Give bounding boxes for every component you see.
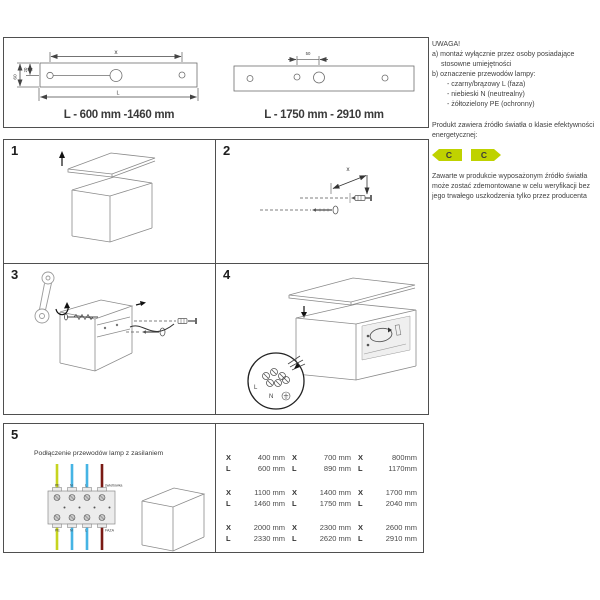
terminal-n-label: N [269, 394, 274, 400]
dim-50-label: 50 [305, 51, 311, 56]
terminal-l-label: L [254, 385, 258, 391]
panel-step-2 [215, 139, 429, 264]
wrench-icon [35, 272, 54, 323]
step-number-3: 3 [11, 267, 19, 282]
bracket-small-caption: L - 600 mm -1460 mm [63, 109, 175, 121]
x-key: X [358, 488, 364, 497]
drill-axis-lines [260, 193, 350, 210]
dim-x-label: x [114, 49, 118, 56]
x-value: 2000 mm [253, 523, 285, 532]
energy-class-labels [432, 149, 598, 161]
step-number-5: 5 [11, 427, 19, 442]
bracket-large-caption: L - 1750 mm - 2910 mm [264, 109, 384, 121]
l-value: 890 mm [323, 464, 351, 473]
x-dimension [331, 175, 367, 194]
energy-class-letter: C [445, 150, 453, 161]
x-key: X [358, 523, 364, 532]
dim-20-label: 20 [23, 67, 28, 73]
notice-title: UWAGA! [432, 41, 461, 48]
wall-plug-screw-upper [351, 195, 371, 201]
l-key: L [358, 534, 363, 543]
dim-60-label: 60 [13, 74, 19, 80]
dim-l-label: L [116, 90, 120, 97]
light-source-note: Zawarte w produkcie wyposażonym źródło światła może zostać zdemontowane w celu weryfikacji bez jego trwałego uszkodzenia tylko przez producenta [432, 173, 590, 200]
step2-drawing [216, 140, 428, 263]
energy-class-arrow-left [432, 149, 462, 161]
size-entry [226, 487, 292, 509]
step-number-2: 2 [223, 143, 231, 158]
x-key: X [358, 453, 364, 462]
panel-step-5 [3, 423, 216, 553]
remove-cover-arrow-icon [59, 151, 65, 166]
x-value: 2300 mm [319, 523, 351, 532]
notice-point-a: a) montaż wyłącznie przez osoby posiadające [432, 51, 575, 58]
size-entry [358, 487, 422, 509]
wire-label-top-n: N [70, 483, 73, 488]
energy-class-arrow-right [471, 149, 501, 161]
notice-point-a2: stosowne umiejętności [441, 61, 512, 68]
step-number-1: 1 [11, 143, 19, 158]
adjustment-screw-spring [65, 314, 99, 320]
lamp-box-3d [72, 177, 152, 242]
wire-label-top-lamp: świetlówka [105, 483, 123, 488]
l-value: 1750 mm [319, 499, 351, 508]
x-value: 1400 mm [319, 488, 351, 497]
wire-label-top-pe: PE [55, 483, 60, 488]
energy-intro: Produkt zawiera źródło światła o klasie efektywności energetycznej: [432, 122, 595, 139]
l-value: 2040 mm [385, 499, 417, 508]
wire-label-bottom-pe: PE [55, 528, 60, 533]
x-value: 700 mm [323, 453, 351, 462]
supply-wires-top [56, 464, 104, 490]
x-key: X [292, 523, 298, 532]
lamp-box-3d [60, 300, 132, 371]
notice-block [432, 40, 598, 202]
bracket-drawings-panel [3, 37, 429, 128]
wire-label-bottom-l: L [85, 528, 87, 533]
energy-class-letter: C [480, 150, 488, 161]
wire-desc-yellow: - żółtozielony PE (ochronny) [447, 101, 535, 108]
x-value: 1100 mm [254, 488, 285, 497]
wire-label-top-l: L [85, 483, 87, 488]
x-key: X [226, 453, 232, 462]
x-value: 2600 mm [385, 523, 417, 532]
panel-step-4 [215, 263, 429, 415]
panel-step-1 [3, 139, 216, 264]
wall-plug-screw-right [178, 318, 196, 324]
l-key: L [292, 464, 297, 473]
bracket-drawing-small [17, 52, 198, 101]
l-key: L [226, 464, 231, 473]
size-entry [226, 522, 292, 544]
x-value: 800mm [391, 453, 417, 462]
l-value: 2330 mm [253, 534, 285, 543]
size-table [226, 452, 422, 544]
l-value: 1460 mm [253, 499, 285, 508]
size-entry [226, 452, 292, 474]
x-key: X [292, 453, 298, 462]
panel-step-3 [3, 263, 216, 415]
step2-x-label: x [346, 166, 350, 173]
push-arrow-icon [136, 301, 146, 306]
step1-drawing [4, 140, 215, 263]
size-entry [358, 522, 422, 544]
cover-lid [68, 153, 155, 177]
panel-size-table [215, 423, 424, 553]
size-entry [358, 452, 422, 474]
l-key: L [358, 464, 363, 473]
wire-desc-blue: - niebieski N (neutrealny) [447, 91, 525, 98]
size-entry [292, 487, 358, 509]
x-key: X [226, 523, 232, 532]
wire-label-bottom-n: N [70, 528, 73, 533]
terminal-compartment [362, 316, 410, 360]
wire-label-bottom-faza: FAZA [105, 528, 114, 533]
mounting-screw-lower [142, 328, 165, 336]
bracket-drawings [4, 38, 428, 127]
notice-point-b: b) oznaczenie przewodów lampy: [432, 71, 536, 78]
size-entry [292, 522, 358, 544]
l-value: 1170mm [388, 464, 417, 473]
x-value: 400 mm [257, 453, 285, 462]
wire-desc-black: - czarny/brązowy L (faza) [447, 81, 526, 88]
l-value: 600 mm [257, 464, 285, 473]
step5-drawing [4, 424, 215, 552]
l-key: L [358, 499, 363, 508]
terminal-block [48, 488, 115, 528]
l-key: L [226, 534, 231, 543]
lamp-box-3d [142, 488, 204, 551]
cover-lid [289, 278, 415, 305]
magnifier-detail [248, 353, 305, 409]
bracket-drawing-large [234, 56, 414, 91]
l-key: L [226, 499, 231, 508]
lamp-wires-bottom [56, 524, 104, 550]
step3-drawing [4, 264, 215, 414]
size-entry [292, 452, 358, 474]
power-cable [130, 324, 174, 331]
x-value: 1700 mm [385, 488, 417, 497]
l-key: L [292, 534, 297, 543]
step4-drawing [216, 264, 428, 414]
l-value: 2910 mm [385, 534, 417, 543]
l-key: L [292, 499, 297, 508]
x-key: X [226, 488, 232, 497]
wall-plug-screw-lower [312, 206, 338, 214]
l-value: 2620 mm [319, 534, 351, 543]
step5-title: Podłączenie przewodów lamp z zasilaniem [34, 450, 164, 457]
x-key: X [292, 488, 298, 497]
step-number-4: 4 [223, 267, 231, 282]
